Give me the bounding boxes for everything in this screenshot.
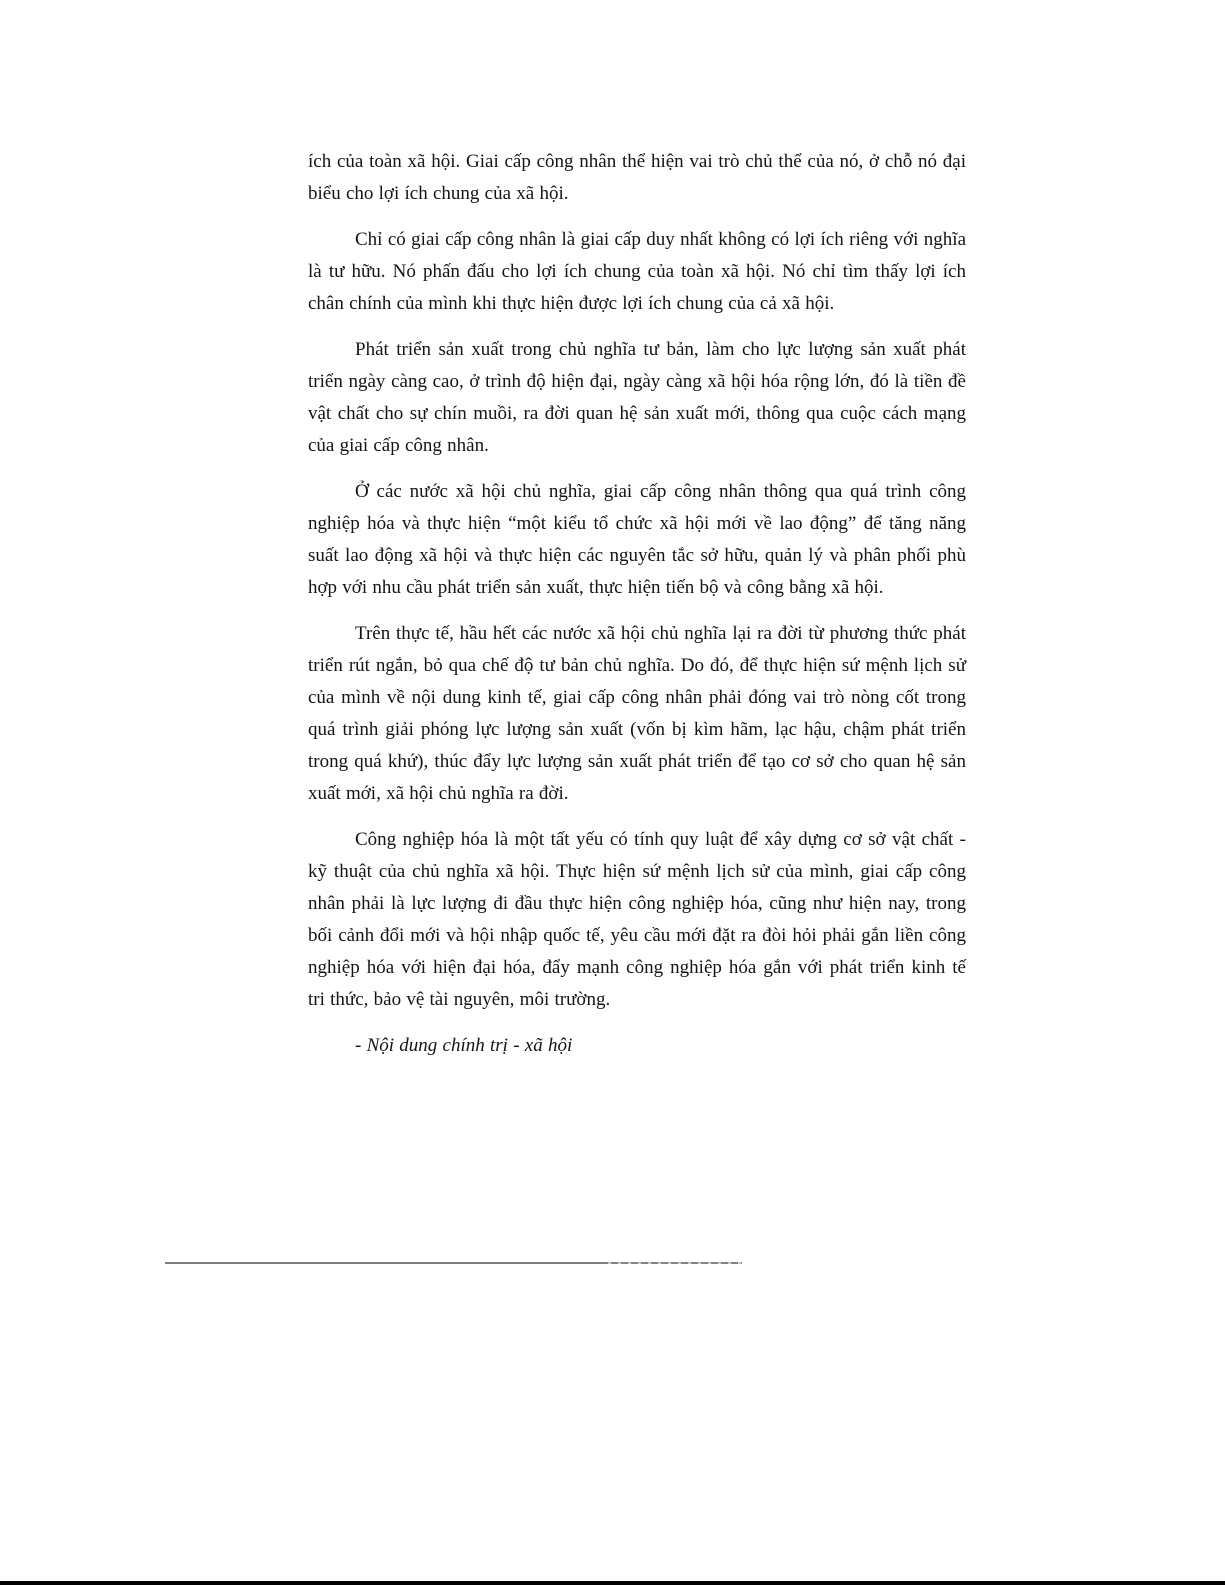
text-line: triển ngày càng cao, ở trình độ hiện đại, ngày càng xã hội hóa rộng lớn, đó là tiền đề xyxy=(308,371,966,392)
note-heading xyxy=(308,1030,966,1062)
text-line: tri thức, bảo vệ tài nguyên, môi trường. xyxy=(308,989,611,1010)
text-line: Phát triển sản xuất trong chủ nghĩa tư bản, làm cho lực lượng sản xuất phát xyxy=(355,339,966,360)
text-line: quá trình giải phóng lực lượng sản xuất (vốn bị kìm hãm, lạc hậu, chậm phát triển xyxy=(308,719,966,740)
text-line: Ở các nước xã hội chủ nghĩa, giai cấp công nhân thông qua quá trình công xyxy=(355,481,966,502)
separator-dashed-segment xyxy=(601,1262,742,1264)
text-line: - Nội dung chính trị - xã hội xyxy=(355,1035,573,1056)
paragraph-1 xyxy=(308,146,966,210)
text-line: kỹ thuật của chủ nghĩa xã hội. Thực hiện sứ mệnh lịch sử của mình, giai cấp công xyxy=(308,861,966,882)
paragraph-4 xyxy=(308,476,966,604)
text-line: hợp với nhu cầu phát triển sản xuất, thực hiện tiến bộ và công bằng xã hội. xyxy=(308,577,884,598)
text-line: nghiệp hóa với hiện đại hóa, đẩy mạnh công nghiệp hóa gắn với phát triển kinh tế xyxy=(308,957,966,978)
text-line: biểu cho lợi ích chung của xã hội. xyxy=(308,183,569,204)
text-line: chân chính của mình khi thực hiện được lợi ích chung của cả xã hội. xyxy=(308,293,835,314)
text-line: Trên thực tế, hầu hết các nước xã hội chủ nghĩa lại ra đời từ phương thức phát xyxy=(355,623,966,644)
text-line: ích của toàn xã hội. Giai cấp công nhân thể hiện vai trò chủ thể của nó, ở chỗ nó đại xyxy=(308,151,966,172)
text-line: Chỉ có giai cấp công nhân là giai cấp duy nhất không có lợi ích riêng với nghĩa xyxy=(355,229,966,250)
text-line: của mình về nội dung kinh tế, giai cấp công nhân phải đóng vai trò nòng cốt trong xyxy=(308,687,966,708)
text-line: nhân phải là lực lượng đi đầu thực hiện công nghiệp hóa, cũng như hiện nay, trong xyxy=(308,893,966,914)
text-line: trong quá khứ), thúc đẩy lực lượng sản xuất phát triển để tạo cơ sở cho quan hệ sản xyxy=(308,751,966,772)
text-line: nghiệp hóa và thực hiện “một kiểu tổ chức xã hội mới về lao động” để tăng năng xyxy=(308,513,966,534)
paragraph-3 xyxy=(308,334,966,462)
text-line: vật chất cho sự chín muồi, ra đời quan hệ sản xuất mới, thông qua cuộc cách mạng xyxy=(308,403,966,424)
text-line: xuất mới, xã hội chủ nghĩa ra đời. xyxy=(308,783,569,804)
text-line: triển rút ngắn, bỏ qua chế độ tư bản chủ nghĩa. Do đó, để thực hiện sứ mệnh lịch sử xyxy=(308,655,966,676)
document-body xyxy=(308,146,966,1062)
text-line: của giai cấp công nhân. xyxy=(308,435,489,456)
text-line: suất lao động xã hội và thực hiện các nguyên tắc sở hữu, quản lý và phân phối phù xyxy=(308,545,966,566)
page-bottom-edge xyxy=(0,1581,1225,1585)
paragraph-2 xyxy=(308,224,966,320)
footnote-separator xyxy=(165,1262,742,1264)
text-line: Công nghiệp hóa là một tất yếu có tính quy luật để xây dựng cơ sở vật chất - xyxy=(355,829,966,850)
text-line: là tư hữu. Nó phấn đấu cho lợi ích chung của toàn xã hội. Nó chỉ tìm thấy lợi ích xyxy=(308,261,966,282)
separator-solid-segment xyxy=(165,1262,601,1264)
text-line: bối cảnh đổi mới và hội nhập quốc tế, yêu cầu mới đặt ra đòi hỏi phải gắn liền công xyxy=(308,925,966,946)
paragraph-5 xyxy=(308,618,966,810)
paragraph-6 xyxy=(308,824,966,1016)
